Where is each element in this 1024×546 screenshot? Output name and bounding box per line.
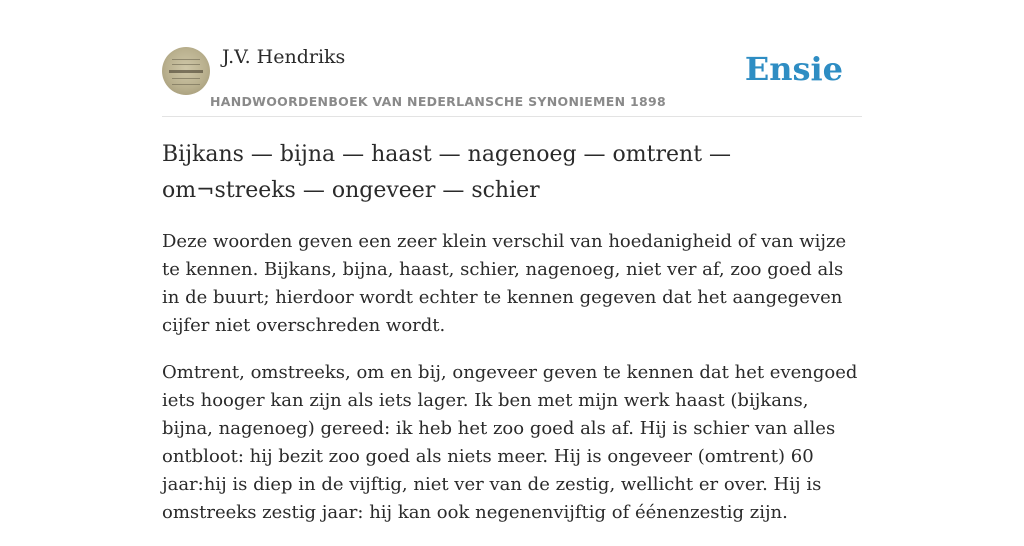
header xyxy=(162,40,862,117)
author-name[interactable]: J.V. Hendriks xyxy=(222,46,346,68)
entry-body xyxy=(162,228,862,546)
author-avatar[interactable] xyxy=(162,47,210,95)
entry-paragraph: Deze woorden geven een zeer klein verschil van hoedanigheid of van wijze te kennen. Bijkans, bijna, haast, schier, nagenoeg, niet ver af, zoo goed als in de buurt; hierdoor wordt echter te kennen gegeven dat het aangegeven cijfer niet overschreden wordt. xyxy=(162,231,847,336)
avatar-detail xyxy=(172,78,200,79)
entry-title: Bijkans — bijna — haast — nagenoeg — omtrent — om¬streeks — ongeveer — schier xyxy=(162,142,732,203)
source-title[interactable]: HANDWOORDENBOEK VAN NEDERLANSCHE SYNONIEMEN 1898 xyxy=(210,94,667,109)
ensie-logo[interactable]: Ensie xyxy=(744,50,843,88)
entry-paragraph: Omtrent, omstreeks, om en bij, ongeveer geven te kennen dat het evengoed iets hooger kan zijn als iets lager. Ik ben met mijn werk haast (bijkans, bijna, nagenoeg) gereed: ik heb het zoo goed als af. Hij is schier van alles ontbloot: hij bezit zoo goed als niets meer. Hij is ongeveer (omtrent) 60 jaar:hij is diep in de vijftig, niet ver van de zestig, wellicht er over. Hij is omstreeks zestig jaar: hij kan ook negenenvijftig of éénenzestig zijn. xyxy=(162,362,858,523)
avatar-detail xyxy=(172,84,200,85)
avatar-detail xyxy=(169,70,203,73)
avatar-detail xyxy=(172,59,200,60)
avatar-detail xyxy=(172,64,200,65)
